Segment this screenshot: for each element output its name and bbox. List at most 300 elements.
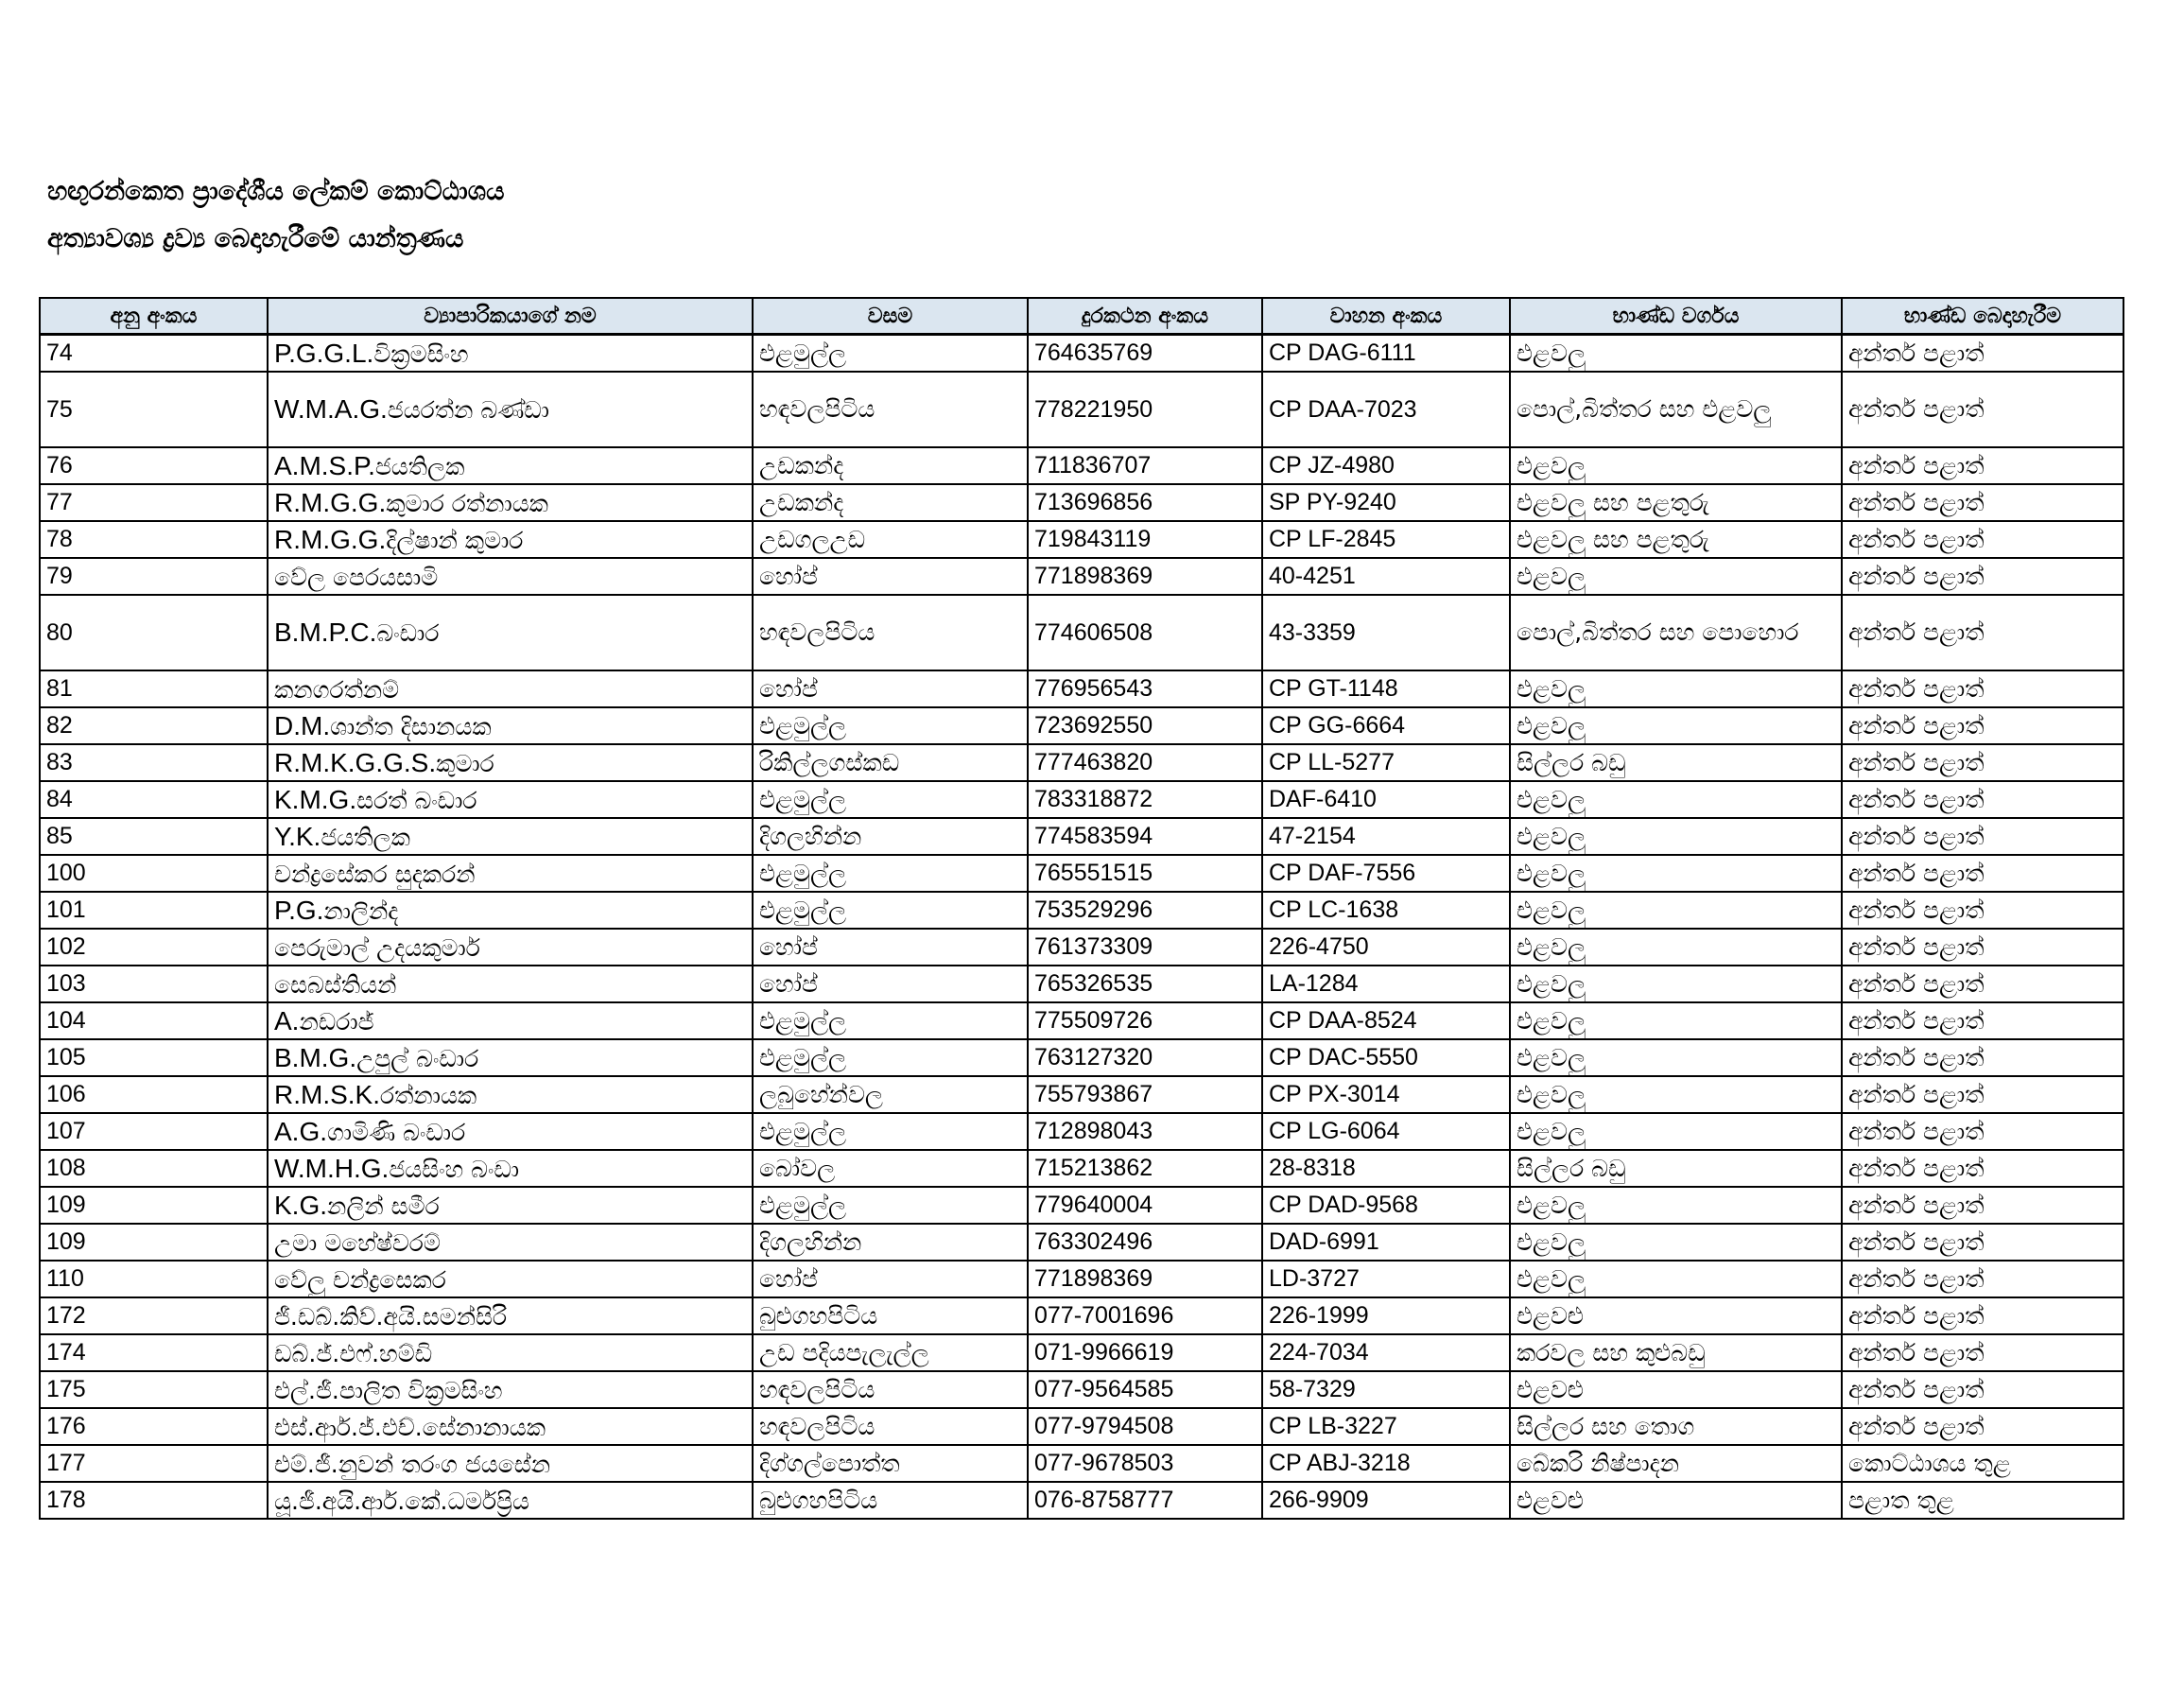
cell-vehicle-number: CP DAD-9568 <box>1262 1187 1510 1224</box>
trader-name-initials: K.M.G. <box>274 784 357 814</box>
cell-goods-type: එළවලු <box>1510 335 1842 373</box>
table-row <box>40 707 2123 744</box>
table-row <box>40 521 2123 558</box>
cell-trader-name <box>268 670 753 707</box>
cell-serial-number: 110 <box>40 1261 268 1297</box>
cell-goods-type: එළවලු <box>1510 1039 1842 1076</box>
cell-vehicle-number: CP DAC-5550 <box>1262 1039 1510 1076</box>
cell-phone: 771898369 <box>1028 1261 1262 1297</box>
cell-serial-number: 109 <box>40 1187 268 1224</box>
trader-name-text: එල්.ජී.පාලිත වික්‍රමසිංහ <box>274 1376 503 1404</box>
cell-phone: 713696856 <box>1028 484 1262 521</box>
trader-name-text: ජයතිලක <box>374 452 465 480</box>
cell-phone: 763127320 <box>1028 1039 1262 1076</box>
cell-distribution: අන්තර් පළාත් <box>1842 1408 2123 1445</box>
table-row <box>40 744 2123 781</box>
cell-goods-type: එළවලු <box>1510 1002 1842 1039</box>
trader-name-text: බංඩාර <box>376 619 440 647</box>
table-row <box>40 1039 2123 1076</box>
table-row <box>40 1371 2123 1408</box>
cell-distribution: අන්තර් පළාත් <box>1842 1261 2123 1297</box>
cell-distribution: අන්තර් පළාත් <box>1842 335 2123 373</box>
cell-serial-number: 100 <box>40 855 268 892</box>
cell-area: එළමුල්ල <box>753 781 1028 818</box>
trader-name-initials: W.M.A.G. <box>274 394 388 424</box>
cell-distribution: අන්තර් පළාත් <box>1842 558 2123 595</box>
cell-vehicle-number: 28-8318 <box>1262 1150 1510 1187</box>
trader-name-initials: P.G. <box>274 895 324 925</box>
cell-trader-name <box>268 595 753 670</box>
cell-phone: 076-8758777 <box>1028 1482 1262 1519</box>
trader-name-initials: B.M.P.C. <box>274 618 377 647</box>
cell-distribution: අන්තර් පළාත් <box>1842 707 2123 744</box>
cell-area: එළමුල්ල <box>753 707 1028 744</box>
cell-vehicle-number: DAF-6410 <box>1262 781 1510 818</box>
cell-area: එළමුල්ල <box>753 892 1028 929</box>
cell-distribution: අන්තර් පළාත් <box>1842 372 2123 447</box>
cell-goods-type: එළවලු <box>1510 558 1842 595</box>
trader-name-initials: K.G. <box>274 1190 328 1220</box>
cell-distribution: අන්තර් පළාත් <box>1842 1187 2123 1224</box>
cell-trader-name <box>268 1334 753 1371</box>
cell-serial-number: 79 <box>40 558 268 595</box>
cell-distribution: අන්තර් පළාත් <box>1842 1224 2123 1261</box>
cell-goods-type: සිල්ලර බඩු <box>1510 744 1842 781</box>
cell-trader-name <box>268 707 753 744</box>
cell-phone: 764635769 <box>1028 335 1262 373</box>
table-row <box>40 1187 2123 1224</box>
cell-vehicle-number: 47-2154 <box>1262 818 1510 855</box>
trader-name-text: ජයසිංහ බංඩා <box>389 1155 520 1183</box>
cell-distribution: අන්තර් පළාත් <box>1842 1371 2123 1408</box>
trader-name-text: චන්ද්‍රසේකර සුදකරන් <box>274 860 476 888</box>
cell-distribution: අන්තර් පළාත් <box>1842 929 2123 966</box>
trader-name-text: එස්.ආර්.ජ්.එච්.සේනානායක <box>274 1413 546 1441</box>
cell-phone: 077-9564585 <box>1028 1371 1262 1408</box>
cell-vehicle-number: DAD-6991 <box>1262 1224 1510 1261</box>
cell-vehicle-number: CP DAA-7023 <box>1262 372 1510 447</box>
cell-serial-number: 109 <box>40 1224 268 1261</box>
cell-area: එළමුල්ල <box>753 1113 1028 1150</box>
cell-vehicle-number: CP GG-6664 <box>1262 707 1510 744</box>
col-header-goods-type: භාණ්ඩ වර්ගය <box>1510 298 1842 335</box>
cell-goods-type: එළවලු <box>1510 1113 1842 1150</box>
cell-vehicle-number: 58-7329 <box>1262 1371 1510 1408</box>
cell-serial-number: 107 <box>40 1113 268 1150</box>
cell-serial-number: 108 <box>40 1150 268 1187</box>
table-row <box>40 855 2123 892</box>
cell-trader-name <box>268 744 753 781</box>
cell-goods-type: එළවලු <box>1510 966 1842 1002</box>
office-title: හඟුරන්කෙත ප්‍රාදේශීය ලේකම් කොට්ඨාශය <box>47 177 505 206</box>
cell-area: උඩගලඋඩ <box>753 521 1028 558</box>
cell-area: එළමුල්ල <box>753 855 1028 892</box>
table-row <box>40 595 2123 670</box>
cell-serial-number: 74 <box>40 335 268 373</box>
cell-vehicle-number: CP LF-2845 <box>1262 521 1510 558</box>
cell-vehicle-number: LA-1284 <box>1262 966 1510 1002</box>
cell-area: දිග්ගල්පොත්ත <box>753 1445 1028 1482</box>
cell-serial-number: 81 <box>40 670 268 707</box>
cell-goods-type: එළවලු <box>1510 1187 1842 1224</box>
cell-distribution: අන්තර් පළාත් <box>1842 1039 2123 1076</box>
col-header-phone: දුරකථන අංකය <box>1028 298 1262 335</box>
cell-trader-name <box>268 855 753 892</box>
table-row <box>40 1150 2123 1187</box>
cell-distribution: අන්තර් පළාත් <box>1842 1113 2123 1150</box>
cell-area: බුළුගහපිටිය <box>753 1297 1028 1334</box>
cell-area: උඩකන්ද <box>753 484 1028 521</box>
cell-distribution: අන්තර් පළාත් <box>1842 966 2123 1002</box>
cell-serial-number: 104 <box>40 1002 268 1039</box>
cell-trader-name <box>268 447 753 484</box>
cell-area: හඳවලපිටිය <box>753 595 1028 670</box>
cell-trader-name <box>268 521 753 558</box>
cell-area: රිකිල්ලගස්කඩ <box>753 744 1028 781</box>
cell-goods-type: එළවලු <box>1510 1076 1842 1113</box>
table-row <box>40 929 2123 966</box>
cell-phone: 778221950 <box>1028 372 1262 447</box>
cell-vehicle-number: CP DAF-7556 <box>1262 855 1510 892</box>
table-row <box>40 1076 2123 1113</box>
trader-name-initials: R.M.G.G. <box>274 487 387 517</box>
cell-goods-type: එළවලු <box>1510 855 1842 892</box>
cell-goods-type: එළවලු <box>1510 929 1842 966</box>
cell-trader-name <box>268 558 753 595</box>
trader-name-text: නඩරාජ් <box>299 1007 374 1035</box>
cell-distribution: අන්තර් පළාත් <box>1842 1076 2123 1113</box>
cell-phone: 711836707 <box>1028 447 1262 484</box>
cell-trader-name <box>268 1002 753 1039</box>
table-row <box>40 1261 2123 1297</box>
cell-phone: 771898369 <box>1028 558 1262 595</box>
table-row <box>40 447 2123 484</box>
cell-vehicle-number: LD-3727 <box>1262 1261 1510 1297</box>
cell-serial-number: 77 <box>40 484 268 521</box>
cell-trader-name <box>268 966 753 1002</box>
cell-goods-type: එළවලු සහ පළතුරු <box>1510 521 1842 558</box>
trader-name-text: එම්.ජී.නුවන් තරංග ජයසේන <box>274 1450 551 1478</box>
cell-phone: 783318872 <box>1028 781 1262 818</box>
cell-distribution: කොට්ඨාශය තුළ <box>1842 1445 2123 1482</box>
cell-vehicle-number: 266-9909 <box>1262 1482 1510 1519</box>
cell-goods-type: එළවලු <box>1510 781 1842 818</box>
trader-name-initials: A. <box>274 1005 300 1035</box>
cell-serial-number: 85 <box>40 818 268 855</box>
cell-distribution: අන්තර් පළාත් <box>1842 1150 2123 1187</box>
cell-phone: 775509726 <box>1028 1002 1262 1039</box>
cell-trader-name <box>268 1408 753 1445</box>
cell-goods-type: එළවලු <box>1510 1261 1842 1297</box>
cell-phone: 719843119 <box>1028 521 1262 558</box>
cell-goods-type: සිල්ලර බඩු <box>1510 1150 1842 1187</box>
cell-vehicle-number: CP ABJ-3218 <box>1262 1445 1510 1482</box>
trader-name-text: ගාමිණි බංඩාර <box>327 1118 466 1146</box>
table-header-row <box>40 298 2123 335</box>
cell-phone: 776956543 <box>1028 670 1262 707</box>
cell-goods-type: එළවළු <box>1510 1297 1842 1334</box>
mechanism-title: අත්‍යාවශ්‍ය ද්‍රව්‍ය බෙදාහැරීමේ යාන්ත්‍රණය <box>47 224 464 253</box>
cell-vehicle-number: 40-4251 <box>1262 558 1510 595</box>
cell-area: එළමුල්ල <box>753 1039 1028 1076</box>
cell-distribution: අන්තර් පළාත් <box>1842 1002 2123 1039</box>
cell-goods-type: එළවලු <box>1510 670 1842 707</box>
cell-phone: 723692550 <box>1028 707 1262 744</box>
cell-trader-name <box>268 892 753 929</box>
table-row <box>40 1297 2123 1334</box>
cell-vehicle-number: CP GT-1148 <box>1262 670 1510 707</box>
cell-trader-name <box>268 484 753 521</box>
cell-serial-number: 102 <box>40 929 268 966</box>
cell-trader-name <box>268 1113 753 1150</box>
cell-serial-number: 175 <box>40 1371 268 1408</box>
cell-trader-name <box>268 1076 753 1113</box>
cell-area: බෝවල <box>753 1150 1028 1187</box>
col-header-trader-name: ව්‍යාපාරිකයාගේ නම <box>268 298 753 335</box>
cell-trader-name <box>268 1371 753 1408</box>
cell-vehicle-number: CP PX-3014 <box>1262 1076 1510 1113</box>
cell-area: ලබුහේන්වල <box>753 1076 1028 1113</box>
cell-goods-type: කරවල සහ කුළුබඩු <box>1510 1334 1842 1371</box>
cell-trader-name <box>268 929 753 966</box>
cell-area: හෝප් <box>753 1261 1028 1297</box>
cell-vehicle-number: CP LC-1638 <box>1262 892 1510 929</box>
col-header-vehicle: වාහන අංකය <box>1262 298 1510 335</box>
cell-trader-name <box>268 781 753 818</box>
document-header <box>47 168 505 263</box>
cell-phone: 715213862 <box>1028 1150 1262 1187</box>
cell-area: හෝප් <box>753 558 1028 595</box>
cell-area: හඳවලපිටිය <box>753 372 1028 447</box>
trader-name-text: කුමාර රත්නායක <box>386 489 548 517</box>
cell-phone: 077-7001696 <box>1028 1297 1262 1334</box>
col-header-serial: අනු අංකය <box>40 298 268 335</box>
table-row <box>40 372 2123 447</box>
cell-phone: 774606508 <box>1028 595 1262 670</box>
trader-name-initials: Y.K. <box>274 821 321 851</box>
cell-serial-number: 177 <box>40 1445 268 1482</box>
cell-vehicle-number: CP DAA-8524 <box>1262 1002 1510 1039</box>
cell-serial-number: 178 <box>40 1482 268 1519</box>
cell-serial-number: 76 <box>40 447 268 484</box>
cell-trader-name <box>268 1297 753 1334</box>
cell-distribution: අන්තර් පළාත් <box>1842 670 2123 707</box>
cell-trader-name <box>268 1261 753 1297</box>
cell-phone: 755793867 <box>1028 1076 1262 1113</box>
table-row <box>40 335 2123 373</box>
cell-distribution: අන්තර් පළාත් <box>1842 818 2123 855</box>
table-row <box>40 1113 2123 1150</box>
cell-serial-number: 105 <box>40 1039 268 1076</box>
table-row <box>40 1334 2123 1371</box>
cell-phone: 761373309 <box>1028 929 1262 966</box>
cell-distribution: පළාත තුළ <box>1842 1482 2123 1519</box>
table-row <box>40 1482 2123 1519</box>
trader-name-text: දිල්ෂාන් කුමාර <box>386 526 524 554</box>
cell-distribution: අන්තර් පළාත් <box>1842 744 2123 781</box>
cell-serial-number: 101 <box>40 892 268 929</box>
cell-distribution: අන්තර් පළාත් <box>1842 1334 2123 1371</box>
trader-name-text: ජයතිලක <box>321 823 410 851</box>
trader-name-text: කනගරත්නම් <box>274 675 400 704</box>
cell-trader-name <box>268 1150 753 1187</box>
cell-trader-name <box>268 1224 753 1261</box>
trader-name-text: ඩබ්.ජ්.එෆ්.හම්ඩි <box>274 1339 433 1367</box>
trader-name-text: රත්නායක <box>380 1081 477 1109</box>
table-row <box>40 1002 2123 1039</box>
cell-distribution: අන්තර් පළාත් <box>1842 1297 2123 1334</box>
cell-vehicle-number: 43-3359 <box>1262 595 1510 670</box>
cell-goods-type: සිල්ලර සහ තොග <box>1510 1408 1842 1445</box>
cell-serial-number: 78 <box>40 521 268 558</box>
cell-serial-number: 174 <box>40 1334 268 1371</box>
cell-serial-number: 176 <box>40 1408 268 1445</box>
cell-area: හෝප් <box>753 929 1028 966</box>
table-row <box>40 892 2123 929</box>
cell-area: එළමුල්ල <box>753 1187 1028 1224</box>
cell-area: එළමුල්ල <box>753 335 1028 373</box>
cell-goods-type: එළවළු <box>1510 1371 1842 1408</box>
cell-serial-number: 75 <box>40 372 268 447</box>
trader-name-text: නලින් සමීර <box>327 1192 440 1220</box>
trader-name-text: කුමාර <box>436 749 494 777</box>
cell-area: බුළුගහපිටිය <box>753 1482 1028 1519</box>
table-row <box>40 1408 2123 1445</box>
cell-trader-name <box>268 335 753 373</box>
cell-area: හඳවලපිටිය <box>753 1371 1028 1408</box>
trader-name-text: වික්‍රමසිංහ <box>373 339 469 368</box>
cell-area: දිගලහින්න <box>753 1224 1028 1261</box>
table-body <box>40 335 2123 1520</box>
trader-name-text: ජී.ඩබ්.කිව්.අයි.සමන්සිරි <box>274 1302 508 1331</box>
cell-phone: 777463820 <box>1028 744 1262 781</box>
cell-goods-type: එළවලු <box>1510 707 1842 744</box>
cell-goods-type: පොල්,බිත්තර සහ එළවලු <box>1510 372 1842 447</box>
cell-trader-name <box>268 818 753 855</box>
trader-name-text: උපුල් බංඩාර <box>356 1044 479 1072</box>
cell-trader-name <box>268 1482 753 1519</box>
trader-name-text: ජයරත්න බණ්ඩා <box>387 396 550 424</box>
cell-goods-type: එළවලු <box>1510 892 1842 929</box>
cell-vehicle-number: CP LG-6064 <box>1262 1113 1510 1150</box>
trader-name-text: යූ.ජී.අයි.ආර්.කේ.ධර්මප්‍රිය <box>274 1487 529 1515</box>
cell-distribution: අන්තර් පළාත් <box>1842 781 2123 818</box>
cell-phone: 765326535 <box>1028 966 1262 1002</box>
cell-goods-type: එළවලු සහ පළතුරු <box>1510 484 1842 521</box>
cell-trader-name <box>268 372 753 447</box>
trader-name-text: සරත් බංඩාර <box>356 786 477 814</box>
trader-name-initials: W.M.H.G. <box>274 1153 390 1183</box>
trader-name-initials: R.M.S.K. <box>274 1079 381 1109</box>
cell-vehicle-number: 224-7034 <box>1262 1334 1510 1371</box>
cell-serial-number: 83 <box>40 744 268 781</box>
table-row <box>40 1445 2123 1482</box>
cell-vehicle-number: SP PY-9240 <box>1262 484 1510 521</box>
cell-distribution: අන්තර් පළාත් <box>1842 484 2123 521</box>
cell-distribution: අන්තර් පළාත් <box>1842 855 2123 892</box>
cell-distribution: අන්තර් පළාත් <box>1842 521 2123 558</box>
trader-name-text: සෙබස්තියන් <box>274 970 397 999</box>
cell-trader-name <box>268 1039 753 1076</box>
cell-area: හෝප් <box>753 966 1028 1002</box>
cell-phone: 774583594 <box>1028 818 1262 855</box>
cell-goods-type: එළවලු <box>1510 447 1842 484</box>
cell-area: හෝප් <box>753 670 1028 707</box>
distribution-table <box>39 297 2124 1520</box>
cell-goods-type: බේකරි නිෂ්පාදන <box>1510 1445 1842 1482</box>
cell-area: උඩකන්ද <box>753 447 1028 484</box>
table-row <box>40 781 2123 818</box>
cell-phone: 077-9794508 <box>1028 1408 1262 1445</box>
cell-phone: 753529296 <box>1028 892 1262 929</box>
trader-name-text: නාලින්ද <box>323 896 399 925</box>
cell-serial-number: 106 <box>40 1076 268 1113</box>
cell-area: හඳවලපිටිය <box>753 1408 1028 1445</box>
cell-vehicle-number: CP JZ-4980 <box>1262 447 1510 484</box>
trader-name-initials: R.M.K.G.G.S. <box>274 747 437 777</box>
cell-phone: 712898043 <box>1028 1113 1262 1150</box>
cell-serial-number: 82 <box>40 707 268 744</box>
table-row <box>40 484 2123 521</box>
trader-name-text: උමා මහේෂ්වරම් <box>274 1228 441 1257</box>
trader-name-initials: A.G. <box>274 1116 328 1146</box>
trader-name-text: වේලු චන්ද්‍රසෙකර <box>274 1265 446 1294</box>
cell-serial-number: 80 <box>40 595 268 670</box>
trader-name-initials: R.M.G.G. <box>274 524 387 554</box>
cell-phone: 077-9678503 <box>1028 1445 1262 1482</box>
trader-name-initials: D.M. <box>274 710 331 740</box>
trader-name-initials: P.G.G.L. <box>274 338 374 368</box>
cell-vehicle-number: CP LB-3227 <box>1262 1408 1510 1445</box>
cell-area: උඩ පදියපැලැල්ල <box>753 1334 1028 1371</box>
table-row <box>40 818 2123 855</box>
cell-vehicle-number: CP LL-5277 <box>1262 744 1510 781</box>
cell-serial-number: 103 <box>40 966 268 1002</box>
cell-distribution: අන්තර් පළාත් <box>1842 595 2123 670</box>
cell-phone: 765551515 <box>1028 855 1262 892</box>
cell-goods-type: එළවලු <box>1510 818 1842 855</box>
cell-trader-name <box>268 1187 753 1224</box>
col-header-distribution: භාණ්ඩ බෙදාහැරීම <box>1842 298 2123 335</box>
cell-goods-type: පොල්,බිත්තර සහ පොහොර <box>1510 595 1842 670</box>
table-row <box>40 670 2123 707</box>
trader-name-initials: A.M.S.P. <box>274 450 375 480</box>
table-row <box>40 1224 2123 1261</box>
table-row <box>40 966 2123 1002</box>
cell-area: එළමුල්ල <box>753 1002 1028 1039</box>
trader-name-initials: B.M.G. <box>274 1042 357 1072</box>
cell-area: දිගලහින්න <box>753 818 1028 855</box>
cell-phone: 763302496 <box>1028 1224 1262 1261</box>
cell-distribution: අන්තර් පළාත් <box>1842 447 2123 484</box>
table-row <box>40 558 2123 595</box>
cell-vehicle-number: 226-4750 <box>1262 929 1510 966</box>
col-header-area: වසම <box>753 298 1028 335</box>
cell-serial-number: 172 <box>40 1297 268 1334</box>
cell-goods-type: එළවළු <box>1510 1482 1842 1519</box>
trader-name-text: ශාන්ත දිසානයක <box>330 712 492 740</box>
cell-trader-name <box>268 1445 753 1482</box>
cell-vehicle-number: CP DAG-6111 <box>1262 335 1510 373</box>
cell-phone: 779640004 <box>1028 1187 1262 1224</box>
cell-goods-type: එළවලු <box>1510 1224 1842 1261</box>
cell-phone: 071-9966619 <box>1028 1334 1262 1371</box>
cell-serial-number: 84 <box>40 781 268 818</box>
cell-vehicle-number: 226-1999 <box>1262 1297 1510 1334</box>
cell-distribution: අන්තර් පළාත් <box>1842 892 2123 929</box>
trader-name-text: වේල පෙරයසාමි <box>274 563 439 591</box>
trader-name-text: පෙරුමාල් උදයකුමාර් <box>274 933 480 962</box>
